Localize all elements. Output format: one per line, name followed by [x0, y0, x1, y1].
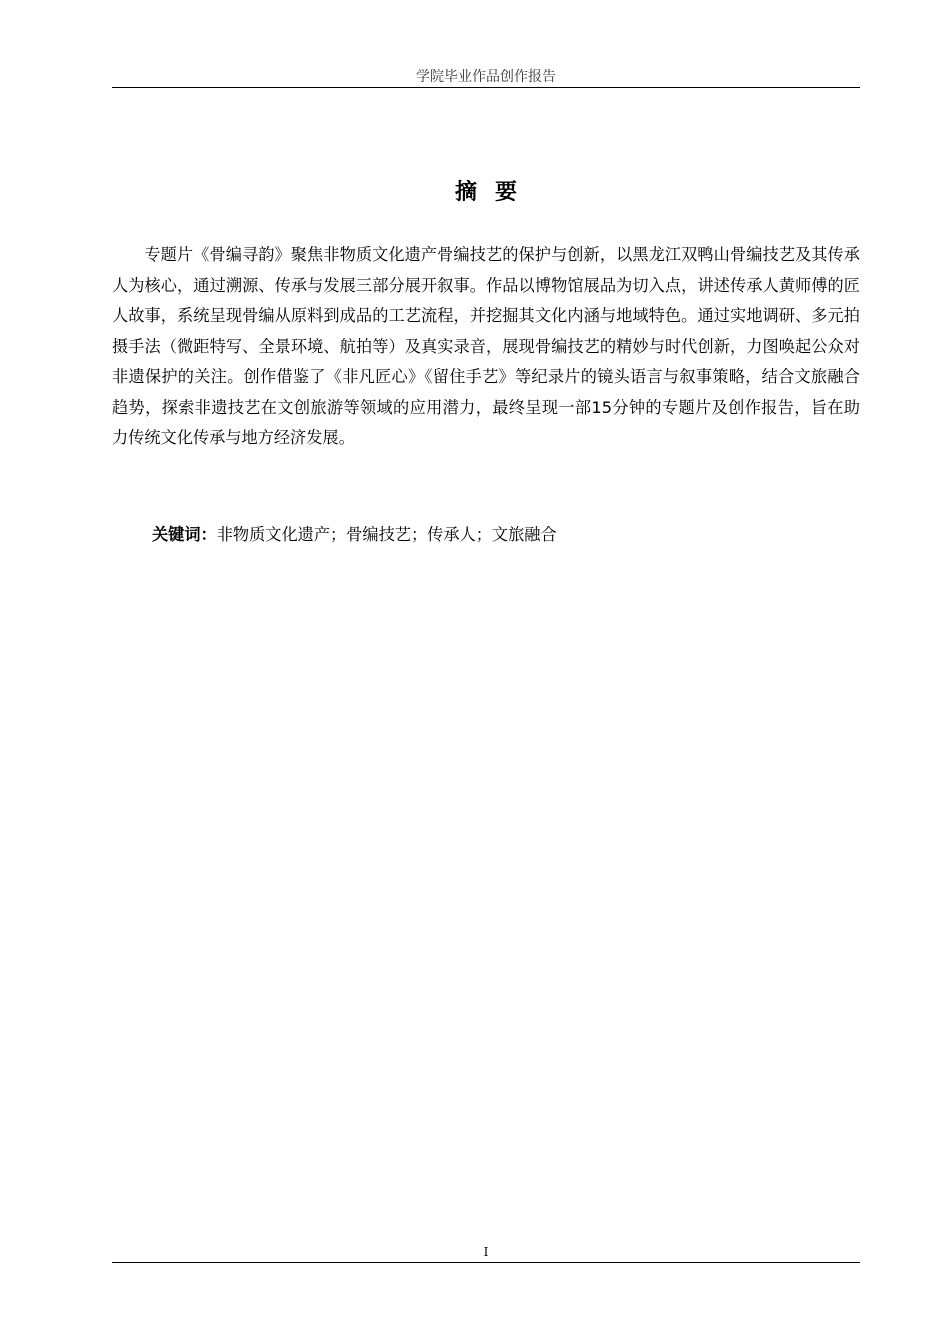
abstract-body: 专题片《骨编寻韵》聚焦非物质文化遗产骨编技艺的保护与创新，以黑龙江双鸭山骨编技艺及其传承人为核心，通过溯源、传承与发展三部分展开叙事。作品以博物馆展品为切入点，讲述传承人黄师傅的匠人故事，系统呈现骨编从原料到成品的工艺流程，并挖掘其文化内涵与地域特色。通过实地调研、多元拍摄手法（微距特写、全景环境、航拍等）及真实录音，展现骨编技艺的精妙与时代创新，力图唤起公众对非遗保护的关注。创作借鉴了《非凡匠心》《留住手艺》等纪录片的镜头语言与叙事策略，结合文旅融合趋势，探索非遗技艺在文创旅游等领域的应用潜力，最终呈现一部15分钟的专题片及创作报告，旨在助力传统文化传承与地方经济发展。	[112, 245, 860, 447]
keywords-label: 关键词：	[152, 525, 217, 544]
header-divider	[112, 87, 860, 88]
running-header: 学院毕业作品创作报告	[416, 69, 556, 85]
page-number: I	[483, 1245, 489, 1259]
keywords-line	[152, 522, 557, 548]
abstract-title: 摘要	[454, 180, 535, 205]
keywords-text: 非物质文化遗产；骨编技艺；传承人；文旅融合	[216, 525, 557, 544]
footer-divider	[112, 1262, 860, 1263]
